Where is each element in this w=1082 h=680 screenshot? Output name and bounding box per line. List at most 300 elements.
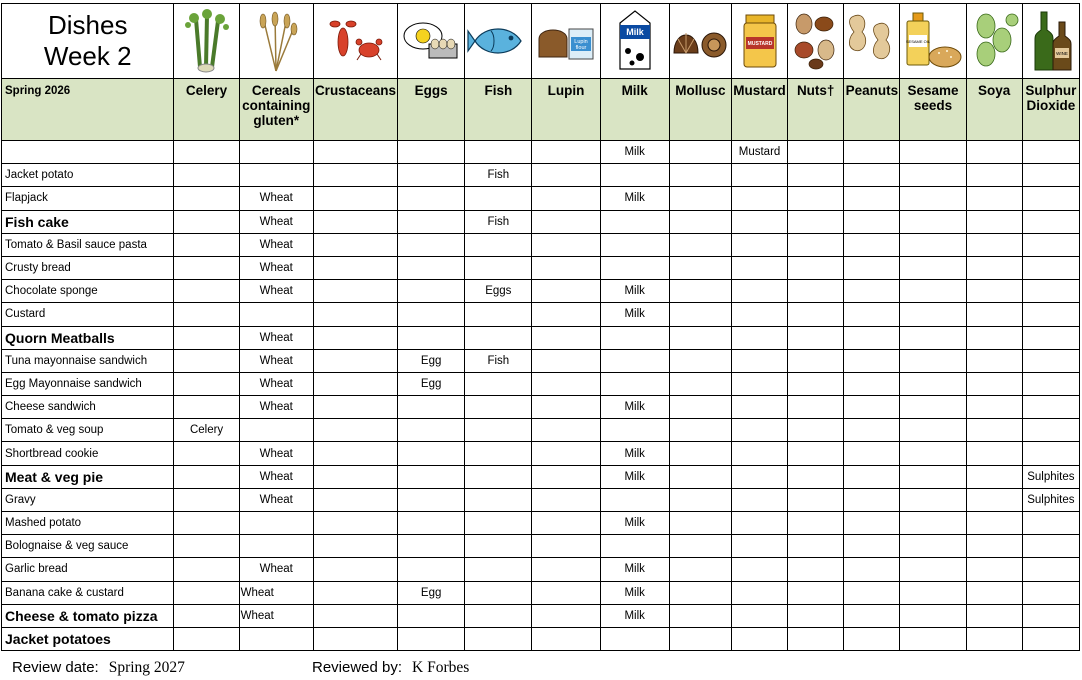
- allergen-cell-soya: [966, 535, 1022, 558]
- table-row: [2, 256, 1080, 279]
- allergen-cell-crustaceans: [313, 488, 397, 511]
- allergen-cell-sesame: [900, 326, 966, 349]
- allergen-cell-crustaceans: [313, 465, 397, 488]
- allergen-cell-mustard: [731, 280, 787, 303]
- allergen-cell-fish: [465, 326, 532, 349]
- allergen-cell-sulphur: Sulphites: [1022, 465, 1079, 488]
- allergen-cell-cereals: Wheat: [239, 488, 313, 511]
- allergen-cell-fish: Fish: [465, 349, 532, 372]
- dish-name: Crusty bread: [2, 256, 174, 279]
- allergen-cell-nuts: [788, 419, 844, 442]
- fish-icon: [465, 19, 531, 63]
- table-row: [2, 210, 1080, 233]
- allergen-cell-lupin: [532, 326, 600, 349]
- allergen-cell-mollusc: [669, 581, 731, 604]
- allergen-cell-peanuts: [844, 349, 900, 372]
- allergen-cell-nuts: [788, 442, 844, 465]
- allergen-icon-cell: [313, 4, 397, 79]
- allergen-cell-sulphur: [1022, 326, 1079, 349]
- svg-text:SESAME OIL: SESAME OIL: [905, 39, 931, 44]
- allergen-cell-lupin: [532, 627, 600, 650]
- title-line-2: Week 2: [43, 41, 132, 71]
- allergen-cell-peanuts: [844, 558, 900, 581]
- celery-icon: [174, 9, 238, 73]
- shells-icon: [670, 19, 731, 63]
- allergen-cell-mollusc: [669, 303, 731, 326]
- allergen-cell-lupin: [532, 349, 600, 372]
- allergen-cell-cereals: Wheat: [239, 604, 313, 627]
- allergen-header-eggs: Eggs: [398, 79, 465, 141]
- allergen-cell-peanuts: [844, 280, 900, 303]
- allergen-header-nuts: Nuts†: [788, 79, 844, 141]
- allergen-cell-lupin: [532, 558, 600, 581]
- allergen-cell-peanuts: [844, 396, 900, 419]
- dish-name: Egg Mayonnaise sandwich: [2, 372, 174, 395]
- allergen-cell-sesame: [900, 442, 966, 465]
- allergen-cell-cereals: Wheat: [239, 210, 313, 233]
- allergen-cell-fish: Eggs: [465, 280, 532, 303]
- allergen-icon-cell: [398, 4, 465, 79]
- allergen-cell-crustaceans: [313, 164, 397, 187]
- allergen-cell-cereals: Wheat: [239, 233, 313, 256]
- allergen-cell-mollusc: [669, 141, 731, 164]
- allergen-cell-nuts: [788, 164, 844, 187]
- allergen-cell-eggs: [398, 442, 465, 465]
- allergen-cell-mustard: [731, 187, 787, 210]
- allergen-cell-soya: [966, 512, 1022, 535]
- dish-name: Chocolate sponge: [2, 280, 174, 303]
- allergen-cell-mollusc: [669, 396, 731, 419]
- allergen-cell-nuts: [788, 303, 844, 326]
- allergen-cell-crustaceans: [313, 627, 397, 650]
- allergen-cell-sulphur: [1022, 164, 1079, 187]
- allergen-cell-cereals: Wheat: [239, 280, 313, 303]
- allergen-cell-mustard: [731, 210, 787, 233]
- allergen-cell-fish: [465, 187, 532, 210]
- allergen-cell-fish: [465, 465, 532, 488]
- allergen-icon-cell: [731, 4, 787, 79]
- allergen-cell-sesame: [900, 280, 966, 303]
- allergen-cell-lupin: [532, 535, 600, 558]
- allergen-cell-sulphur: [1022, 372, 1079, 395]
- allergen-cell-lupin: [532, 372, 600, 395]
- reviewed-by-label: Reviewed by:: [312, 659, 403, 676]
- allergen-cell-sulphur: [1022, 280, 1079, 303]
- allergen-cell-sesame: [900, 141, 966, 164]
- allergen-cell-peanuts: [844, 512, 900, 535]
- allergen-icon-cell: [844, 4, 900, 79]
- allergen-cell-fish: [465, 419, 532, 442]
- review-date-value: Spring 2027: [108, 659, 185, 676]
- allergen-cell-nuts: [788, 141, 844, 164]
- table-row: [2, 465, 1080, 488]
- allergen-cell-soya: [966, 604, 1022, 627]
- allergen-cell-milk: [600, 627, 669, 650]
- allergen-cell-soya: [966, 164, 1022, 187]
- allergen-cell-cereals: [239, 141, 313, 164]
- allergen-cell-sulphur: [1022, 604, 1079, 627]
- allergen-cell-nuts: [788, 535, 844, 558]
- allergen-cell-eggs: [398, 512, 465, 535]
- allergen-cell-sesame: [900, 303, 966, 326]
- allergen-cell-lupin: [532, 581, 600, 604]
- dish-name: Fish cake: [2, 210, 174, 233]
- allergen-cell-cereals: [239, 512, 313, 535]
- allergen-cell-soya: [966, 326, 1022, 349]
- allergen-cell-mustard: [731, 419, 787, 442]
- allergen-cell-celery: [174, 535, 239, 558]
- allergen-cell-mustard: [731, 581, 787, 604]
- allergen-cell-sulphur: [1022, 512, 1079, 535]
- table-row: [2, 581, 1080, 604]
- allergen-cell-eggs: [398, 256, 465, 279]
- allergen-cell-crustaceans: [313, 372, 397, 395]
- allergen-cell-cereals: Wheat: [239, 349, 313, 372]
- period-label: Spring 2026: [2, 79, 174, 141]
- allergen-cell-mollusc: [669, 233, 731, 256]
- dish-name: Cheese & tomato pizza: [2, 604, 174, 627]
- allergen-cell-crustaceans: [313, 512, 397, 535]
- allergen-cell-sulphur: [1022, 396, 1079, 419]
- allergen-cell-lupin: [532, 210, 600, 233]
- allergen-cell-sesame: [900, 164, 966, 187]
- svg-text:MUSTARD: MUSTARD: [747, 41, 772, 47]
- lupin-flour-icon: [532, 19, 599, 63]
- allergen-cell-fish: [465, 558, 532, 581]
- allergen-icon-cell: [600, 4, 669, 79]
- allergen-cell-sesame: [900, 233, 966, 256]
- allergen-cell-milk: [600, 349, 669, 372]
- allergen-cell-soya: [966, 210, 1022, 233]
- allergen-cell-cereals: Wheat: [239, 465, 313, 488]
- allergen-cell-sesame: [900, 349, 966, 372]
- allergen-cell-celery: [174, 604, 239, 627]
- allergen-cell-mollusc: [669, 210, 731, 233]
- mustard-jar-icon: [732, 11, 787, 71]
- dish-name: Jacket potatoes: [2, 627, 174, 650]
- allergen-cell-cereals: Wheat: [239, 581, 313, 604]
- svg-text:Milk: Milk: [625, 27, 644, 37]
- allergen-cell-fish: [465, 442, 532, 465]
- allergen-cell-peanuts: [844, 164, 900, 187]
- allergen-cell-soya: [966, 488, 1022, 511]
- allergen-cell-nuts: [788, 256, 844, 279]
- allergen-cell-lupin: [532, 604, 600, 627]
- table-row: [2, 535, 1080, 558]
- table-row: [2, 627, 1080, 650]
- svg-text:WINE: WINE: [1056, 51, 1068, 56]
- allergen-cell-soya: [966, 442, 1022, 465]
- allergen-cell-celery: [174, 303, 239, 326]
- allergen-cell-milk: [600, 372, 669, 395]
- allergen-cell-peanuts: [844, 210, 900, 233]
- allergen-cell-soya: [966, 141, 1022, 164]
- allergen-cell-cereals: Wheat: [239, 187, 313, 210]
- allergen-cell-mollusc: [669, 604, 731, 627]
- allergen-cell-celery: [174, 280, 239, 303]
- allergen-cell-cereals: [239, 627, 313, 650]
- allergen-header-fish: Fish: [465, 79, 532, 141]
- allergen-cell-celery: [174, 396, 239, 419]
- allergen-cell-peanuts: [844, 581, 900, 604]
- dish-name: Gravy: [2, 488, 174, 511]
- allergen-cell-milk: [600, 535, 669, 558]
- allergen-cell-crustaceans: [313, 256, 397, 279]
- allergen-cell-nuts: [788, 604, 844, 627]
- dish-name: Mashed potato: [2, 512, 174, 535]
- allergen-cell-mollusc: [669, 442, 731, 465]
- allergen-cell-crustaceans: [313, 349, 397, 372]
- allergen-icon-cell: [900, 4, 966, 79]
- allergen-cell-eggs: [398, 233, 465, 256]
- allergen-cell-milk: [600, 326, 669, 349]
- sheet-title: [2, 4, 174, 79]
- allergen-cell-crustaceans: [313, 210, 397, 233]
- allergen-cell-sesame: [900, 210, 966, 233]
- allergen-cell-celery: [174, 164, 239, 187]
- allergen-cell-eggs: [398, 210, 465, 233]
- allergen-cell-sulphur: Sulphites: [1022, 488, 1079, 511]
- allergen-cell-milk: Milk: [600, 396, 669, 419]
- allergen-cell-eggs: Egg: [398, 581, 465, 604]
- allergen-cell-crustaceans: [313, 535, 397, 558]
- allergen-cell-cereals: [239, 303, 313, 326]
- allergen-cell-crustaceans: [313, 303, 397, 326]
- allergen-cell-milk: Milk: [600, 465, 669, 488]
- allergen-icon-cell: [788, 4, 844, 79]
- dish-name: Shortbread cookie: [2, 442, 174, 465]
- allergen-header-soya: Soya: [966, 79, 1022, 141]
- allergen-cell-lupin: [532, 488, 600, 511]
- allergen-cell-fish: [465, 488, 532, 511]
- allergen-cell-eggs: [398, 326, 465, 349]
- allergen-cell-milk: Milk: [600, 187, 669, 210]
- allergen-header-mustard: Mustard: [731, 79, 787, 141]
- allergen-cell-sesame: [900, 627, 966, 650]
- allergen-cell-milk: [600, 419, 669, 442]
- allergen-cell-sulphur: [1022, 419, 1079, 442]
- allergen-cell-mollusc: [669, 465, 731, 488]
- dish-name: [2, 141, 174, 164]
- allergen-cell-sulphur: [1022, 233, 1079, 256]
- allergen-cell-mustard: [731, 488, 787, 511]
- allergen-cell-celery: [174, 372, 239, 395]
- nuts-icon: [788, 10, 843, 72]
- allergen-cell-peanuts: [844, 419, 900, 442]
- allergen-cell-soya: [966, 465, 1022, 488]
- allergen-cell-soya: [966, 233, 1022, 256]
- allergen-cell-celery: [174, 558, 239, 581]
- allergen-cell-soya: [966, 372, 1022, 395]
- allergen-cell-crustaceans: [313, 233, 397, 256]
- allergen-cell-milk: [600, 256, 669, 279]
- dish-name: Meat & veg pie: [2, 465, 174, 488]
- allergen-cell-fish: [465, 233, 532, 256]
- dish-name: Tomato & Basil sauce pasta: [2, 233, 174, 256]
- allergen-cell-sesame: [900, 187, 966, 210]
- allergen-cell-peanuts: [844, 604, 900, 627]
- allergen-cell-peanuts: [844, 256, 900, 279]
- allergen-cell-sesame: [900, 604, 966, 627]
- allergen-cell-lupin: [532, 256, 600, 279]
- allergen-cell-sulphur: [1022, 442, 1079, 465]
- svg-text:flour: flour: [575, 45, 587, 51]
- allergen-cell-cereals: Wheat: [239, 372, 313, 395]
- allergen-cell-sesame: [900, 372, 966, 395]
- allergen-cell-soya: [966, 627, 1022, 650]
- allergen-cell-crustaceans: [313, 326, 397, 349]
- allergen-cell-milk: Milk: [600, 442, 669, 465]
- allergen-cell-mustard: [731, 396, 787, 419]
- allergen-cell-nuts: [788, 326, 844, 349]
- allergen-cell-peanuts: [844, 141, 900, 164]
- allergen-cell-sesame: [900, 581, 966, 604]
- allergen-cell-mustard: [731, 349, 787, 372]
- table-row: [2, 187, 1080, 210]
- allergen-cell-milk: Milk: [600, 558, 669, 581]
- allergen-header-sulphur: Sulphur Dioxide: [1022, 79, 1079, 141]
- allergen-cell-peanuts: [844, 326, 900, 349]
- allergen-cell-celery: [174, 465, 239, 488]
- allergen-cell-fish: Fish: [465, 210, 532, 233]
- allergen-cell-fish: Fish: [465, 164, 532, 187]
- allergen-cell-milk: Milk: [600, 141, 669, 164]
- allergen-cell-fish: [465, 396, 532, 419]
- allergen-cell-peanuts: [844, 442, 900, 465]
- allergen-cell-nuts: [788, 396, 844, 419]
- allergen-cell-mustard: [731, 604, 787, 627]
- allergen-header-celery: Celery: [174, 79, 239, 141]
- allergen-cell-peanuts: [844, 488, 900, 511]
- allergen-cell-mustard: [731, 303, 787, 326]
- allergen-cell-fish: [465, 256, 532, 279]
- allergen-cell-soya: [966, 396, 1022, 419]
- allergen-cell-milk: Milk: [600, 303, 669, 326]
- allergen-cell-sesame: [900, 512, 966, 535]
- dish-name: Bolognaise & veg sauce: [2, 535, 174, 558]
- table-row: [2, 141, 1080, 164]
- allergen-cell-nuts: [788, 558, 844, 581]
- allergen-cell-milk: Milk: [600, 581, 669, 604]
- allergen-cell-celery: [174, 210, 239, 233]
- allergen-header-milk: Milk: [600, 79, 669, 141]
- allergen-cell-fish: [465, 535, 532, 558]
- allergen-header-cereals: Cereals containing gluten*: [239, 79, 313, 141]
- allergen-cell-crustaceans: [313, 419, 397, 442]
- allergen-cell-sulphur: [1022, 627, 1079, 650]
- allergen-cell-mollusc: [669, 372, 731, 395]
- allergen-cell-soya: [966, 303, 1022, 326]
- allergen-cell-crustaceans: [313, 187, 397, 210]
- allergen-cell-eggs: [398, 627, 465, 650]
- allergen-cell-celery: [174, 442, 239, 465]
- allergen-cell-mustard: [731, 372, 787, 395]
- sesame-oil-icon: [900, 11, 965, 71]
- allergen-cell-celery: [174, 326, 239, 349]
- dish-name: Flapjack: [2, 187, 174, 210]
- wine-bottles-icon: [1023, 10, 1079, 72]
- dish-name: Garlic bread: [2, 558, 174, 581]
- allergen-cell-mollusc: [669, 164, 731, 187]
- allergen-cell-fish: [465, 512, 532, 535]
- allergen-cell-milk: Milk: [600, 604, 669, 627]
- allergen-cell-sesame: [900, 465, 966, 488]
- allergen-cell-nuts: [788, 512, 844, 535]
- allergen-cell-celery: [174, 488, 239, 511]
- allergen-cell-nuts: [788, 187, 844, 210]
- allergen-cell-nuts: [788, 465, 844, 488]
- allergen-cell-eggs: [398, 303, 465, 326]
- allergen-cell-nuts: [788, 210, 844, 233]
- allergen-cell-peanuts: [844, 303, 900, 326]
- soya-beans-icon: [967, 10, 1022, 72]
- allergen-icon-cell: [966, 4, 1022, 79]
- allergen-cell-mustard: Mustard: [731, 141, 787, 164]
- allergen-cell-milk: Milk: [600, 280, 669, 303]
- allergen-icon-cell: [239, 4, 313, 79]
- allergen-cell-mollusc: [669, 488, 731, 511]
- allergen-cell-celery: [174, 627, 239, 650]
- allergen-cell-peanuts: [844, 372, 900, 395]
- allergen-cell-sesame: [900, 488, 966, 511]
- allergen-cell-sulphur: [1022, 187, 1079, 210]
- allergen-header-crustaceans: Crustaceans: [313, 79, 397, 141]
- allergen-cell-mollusc: [669, 627, 731, 650]
- allergen-cell-lupin: [532, 187, 600, 210]
- allergen-cell-eggs: [398, 141, 465, 164]
- allergen-cell-fish: [465, 581, 532, 604]
- allergen-cell-cereals: Wheat: [239, 558, 313, 581]
- allergen-cell-soya: [966, 419, 1022, 442]
- allergen-cell-peanuts: [844, 465, 900, 488]
- allergen-cell-peanuts: [844, 627, 900, 650]
- allergen-header-lupin: Lupin: [532, 79, 600, 141]
- allergen-cell-nuts: [788, 349, 844, 372]
- allergen-cell-mollusc: [669, 349, 731, 372]
- allergen-cell-eggs: [398, 419, 465, 442]
- allergen-cell-soya: [966, 280, 1022, 303]
- allergen-cell-sulphur: [1022, 349, 1079, 372]
- allergen-cell-nuts: [788, 372, 844, 395]
- title-line-1: Dishes: [47, 10, 128, 40]
- allergen-cell-crustaceans: [313, 396, 397, 419]
- allergen-cell-soya: [966, 558, 1022, 581]
- allergen-cell-eggs: [398, 535, 465, 558]
- allergen-cell-peanuts: [844, 535, 900, 558]
- allergen-cell-celery: Celery: [174, 419, 239, 442]
- allergen-header-sesame: Sesame seeds: [900, 79, 966, 141]
- table-row: [2, 419, 1080, 442]
- allergen-cell-lupin: [532, 164, 600, 187]
- allergen-cell-lupin: [532, 233, 600, 256]
- allergen-cell-celery: [174, 187, 239, 210]
- review-date-label: Review date:: [12, 659, 99, 676]
- allergen-cell-eggs: [398, 280, 465, 303]
- allergen-cell-soya: [966, 256, 1022, 279]
- allergen-cell-lupin: [532, 512, 600, 535]
- allergen-cell-sulphur: [1022, 581, 1079, 604]
- allergen-cell-mustard: [731, 233, 787, 256]
- allergen-cell-eggs: [398, 488, 465, 511]
- allergen-cell-sulphur: [1022, 141, 1079, 164]
- allergen-cell-peanuts: [844, 233, 900, 256]
- reviewed-by: [312, 659, 469, 677]
- allergen-cell-lupin: [532, 442, 600, 465]
- allergen-cell-crustaceans: [313, 558, 397, 581]
- table-row: [2, 233, 1080, 256]
- table-row: [2, 442, 1080, 465]
- allergen-cell-fish: [465, 604, 532, 627]
